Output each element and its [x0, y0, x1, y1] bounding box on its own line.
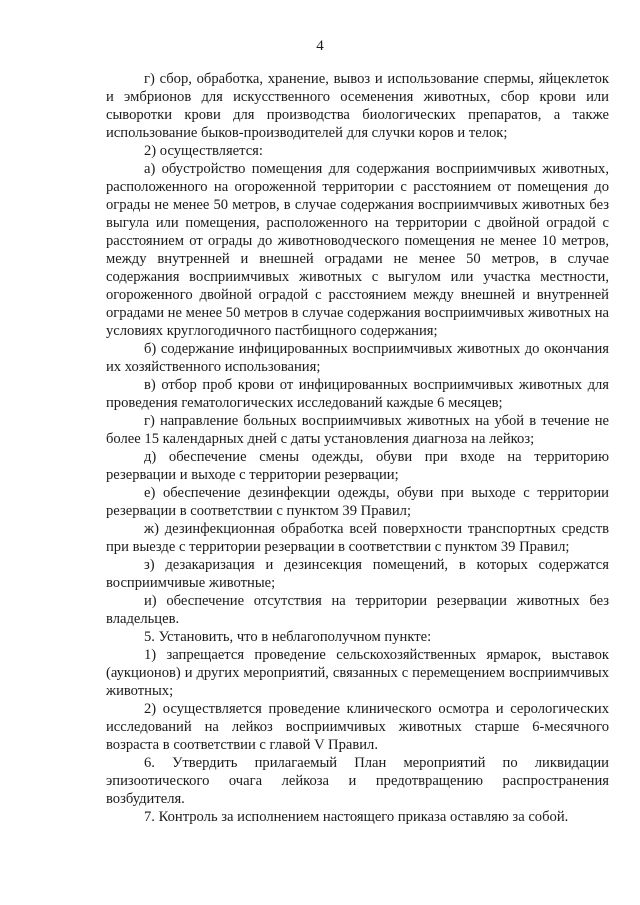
document-body: [106, 70, 609, 826]
paragraph-item-i-stray-animals: и) обеспечение отсутствия на территории резервации животных без владельцев.: [106, 593, 609, 627]
paragraph-section-5: 5. Установить, что в неблагополучном пункте:: [144, 629, 432, 645]
paragraph-item-d-clothing-change: д) обеспечение смены одежды, обуви при входе на территорию резервации и выходе с территории резервации;: [106, 449, 609, 483]
paragraph-item-z-deacarization: з) дезакаризация и дезинсекция помещений, в которых содержатся восприимчивые животные;: [106, 557, 609, 591]
paragraph-section-5-item-2: 2) осуществляется проведение клинического осмотра и серологических исследований на лейкоз восприимчивых животных старше 6-месячного возраста в соответствии с главой V Правил.: [106, 701, 609, 753]
paragraph-item-e-disinfection-clothing: е) обеспечение дезинфекции одежды, обуви при выходе с территории резервации в соответствии с пунктом 39 Правил;: [106, 485, 609, 519]
paragraph-item-b-keeping: б) содержание инфицированных восприимчивых животных до окончания их хозяйственного использования;: [106, 341, 609, 375]
page-number: 4: [316, 38, 324, 54]
paragraph-section-6: 6. Утвердить прилагаемый План мероприятий по ликвидации эпизоотического очага лейкоза и предотвращению распространения возбудителя.: [106, 755, 609, 807]
paragraph-section-7: 7. Контроль за исполнением настоящего приказа оставляю за собой.: [144, 809, 569, 825]
paragraph-section-5-item-1: 1) запрещается проведение сельскохозяйственных ярмарок, выставок (аукционов) и других мероприятий, связанных с перемещением восприимчивых животных;: [106, 647, 609, 699]
paragraph-item-2-required: 2) осуществляется:: [144, 143, 263, 159]
paragraph-item-g-slaughter: г) направление больных восприимчивых животных на убой в течение не более 15 календарных дней с даты установления диагноза на лейкоз;: [106, 413, 609, 447]
paragraph-item-g-semen: г) сбор, обработка, хранение, вывоз и использование спермы, яйцеклеток и эмбрионов для искусственного осеменения животных, сбор крови или сыворотки крови для производства биологических препаратов, а также использование быков-производителей для случки коров и телок;: [106, 71, 609, 141]
paragraph-item-a-premises: а) обустройство помещения для содержания восприимчивых животных, расположенного на огороженной территории с расстоянием от помещения до ограды не менее 50 метров, в случае содержания восприимчивых животных без выгула или помещения, расположенного на территории с двойной оградой с расстоянием от ограды до животноводческого помещения не менее 10 метров, между внутренней и внешней оградами не менее 50 метров, в случае содержания восприимчивых животных с выгулом или участка местности, огороженного двойной оградой с расстоянием между внешней и внутренней оградами не менее 50 метров в случае содержания восприимчивых животных на условиях круглогодичного пастбищного содержания;: [106, 161, 609, 339]
paragraph-item-v-blood-samples: в) отбор проб крови от инфицированных восприимчивых животных для проведения гематологических исследований каждые 6 месяцев;: [106, 377, 609, 411]
paragraph-item-zh-vehicle-disinfection: ж) дезинфекционная обработка всей поверхности транспортных средств при выезде с территории резервации в соответствии с пунктом 39 Правил;: [106, 521, 609, 555]
